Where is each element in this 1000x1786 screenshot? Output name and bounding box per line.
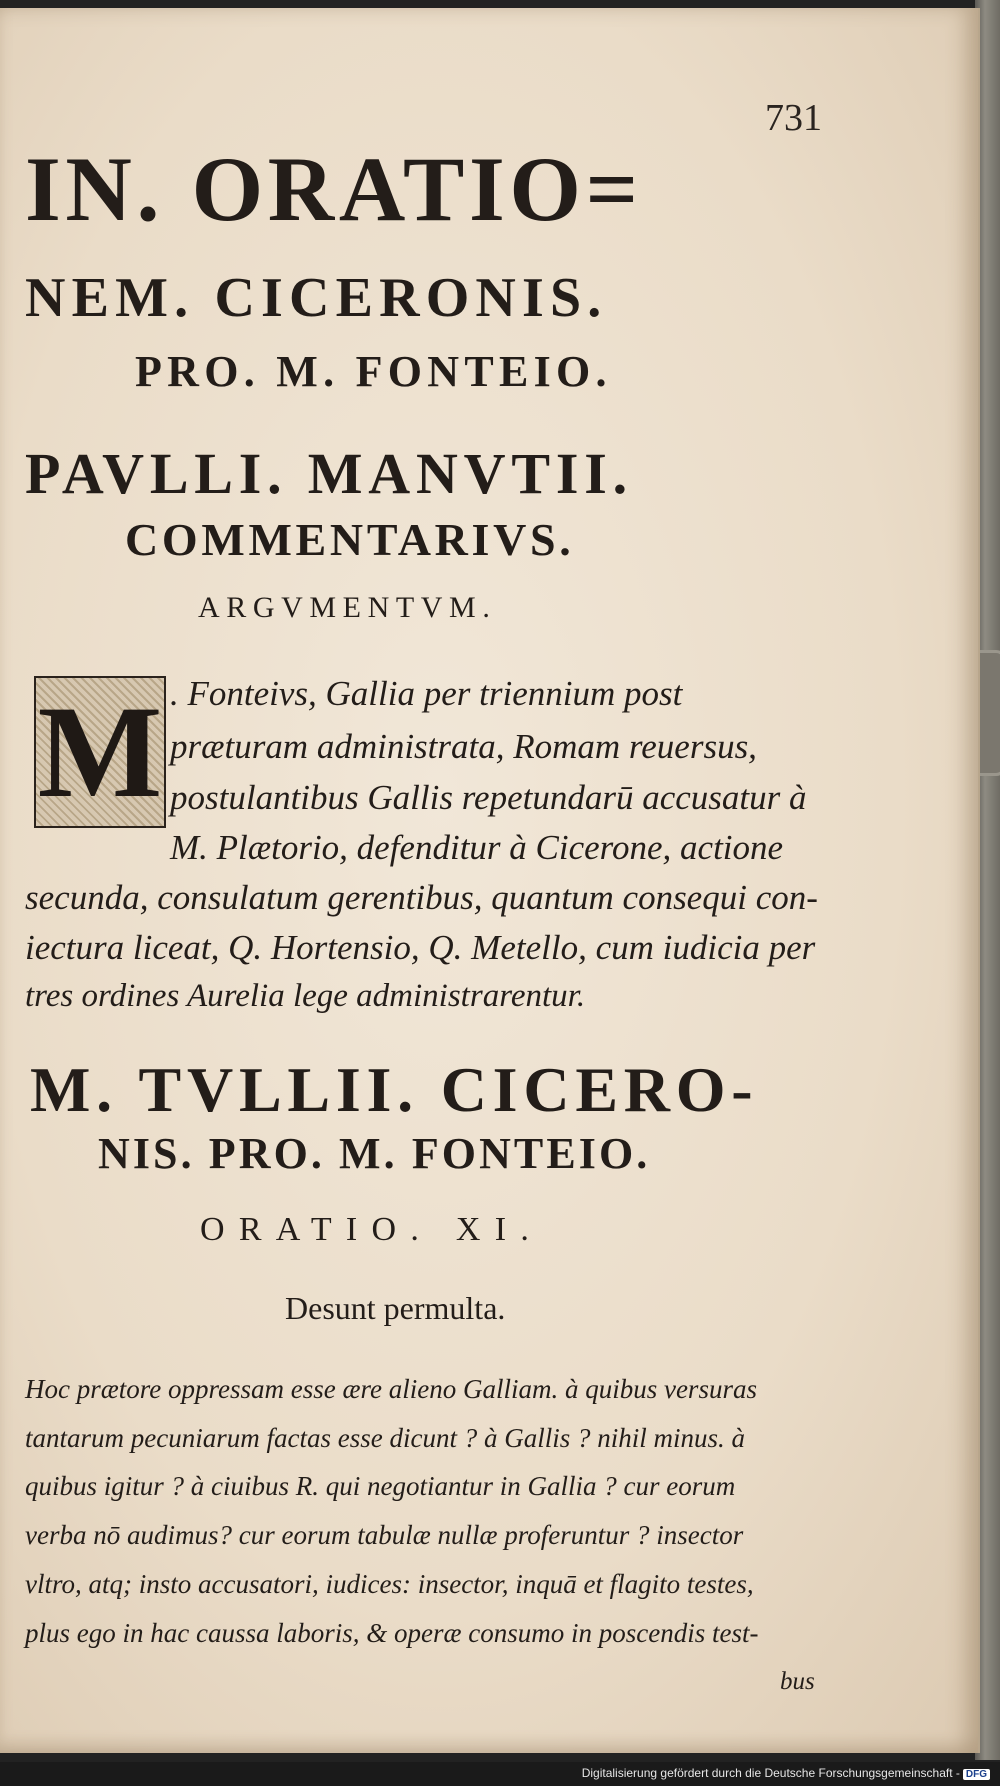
body-line-2: tantarum pecuniarum factas esse dicunt ? à Gallis ? nihil minus. à (25, 1423, 745, 1453)
body-line-3: quibus igitur ? à ciuibus R. qui negotiantur in Gallia ? cur eorum (25, 1471, 736, 1501)
digitization-credit (582, 1766, 990, 1780)
title-line-5: COMMENTARIVS. (125, 514, 575, 565)
lacuna-note: Desunt permulta. (285, 1290, 506, 1326)
oration-heading-line-2: NIS. PRO. M. FONTEIO. (98, 1129, 651, 1178)
title-line-3: PRO. M. FONTEIO. (135, 347, 612, 396)
credit-text: Digitalisierung gefördert durch die Deutsche Forschungsgemeinschaft - (581, 1766, 960, 1780)
argument-line-1: . Fonteivs, Gallia per triennium post (170, 674, 683, 713)
argument-line-5: secunda, consulatum gerentibus, quantum consequi con- (25, 878, 818, 917)
title-line-2: NEM. CICERONIS. (25, 267, 608, 329)
dfg-logo: DFG (963, 1769, 990, 1780)
argument-line-3: postulantibus Gallis repetundarū accusatur à (170, 778, 807, 817)
body-line-5: vltro, atq; insto accusatori, iudices: insector, inquā et flagito testes, (25, 1569, 754, 1599)
oration-heading-line-1: M. TVLLII. CICERO- (30, 1054, 759, 1125)
catchword: bus (780, 1668, 815, 1695)
decorated-initial (34, 676, 166, 828)
argument-heading: ARGVMENTVM. (198, 591, 497, 624)
argument-line-7: tres ordines Aurelia lege administrarentur. (25, 978, 586, 1014)
title-line-1: IN. ORATIO= (25, 138, 643, 240)
oration-number: ORATIO. XI. (200, 1211, 544, 1248)
title-line-4: PAVLLI. MANVTII. (25, 441, 633, 506)
folio-number: 731 (765, 97, 822, 139)
initial-letter: M (37, 678, 163, 825)
body-line-6: plus ego in hac caussa laboris, & operæ consumo in poscendis test- (25, 1618, 759, 1648)
body-line-1: Hoc prætore oppressam esse ære alieno Galliam. à quibus versuras (25, 1374, 757, 1404)
book-page (0, 8, 980, 1753)
argument-line-2: præturam administrata, Romam reuersus, (170, 727, 757, 766)
argument-line-6: iectura liceat, Q. Hortensio, Q. Metello, cum iudicia per (25, 928, 816, 967)
argument-line-4: M. Plætorio, defenditur à Cicerone, actione (170, 828, 784, 867)
body-line-4: verba nō audimus? cur eorum tabulæ nullæ proferuntur ? insector (25, 1520, 744, 1550)
